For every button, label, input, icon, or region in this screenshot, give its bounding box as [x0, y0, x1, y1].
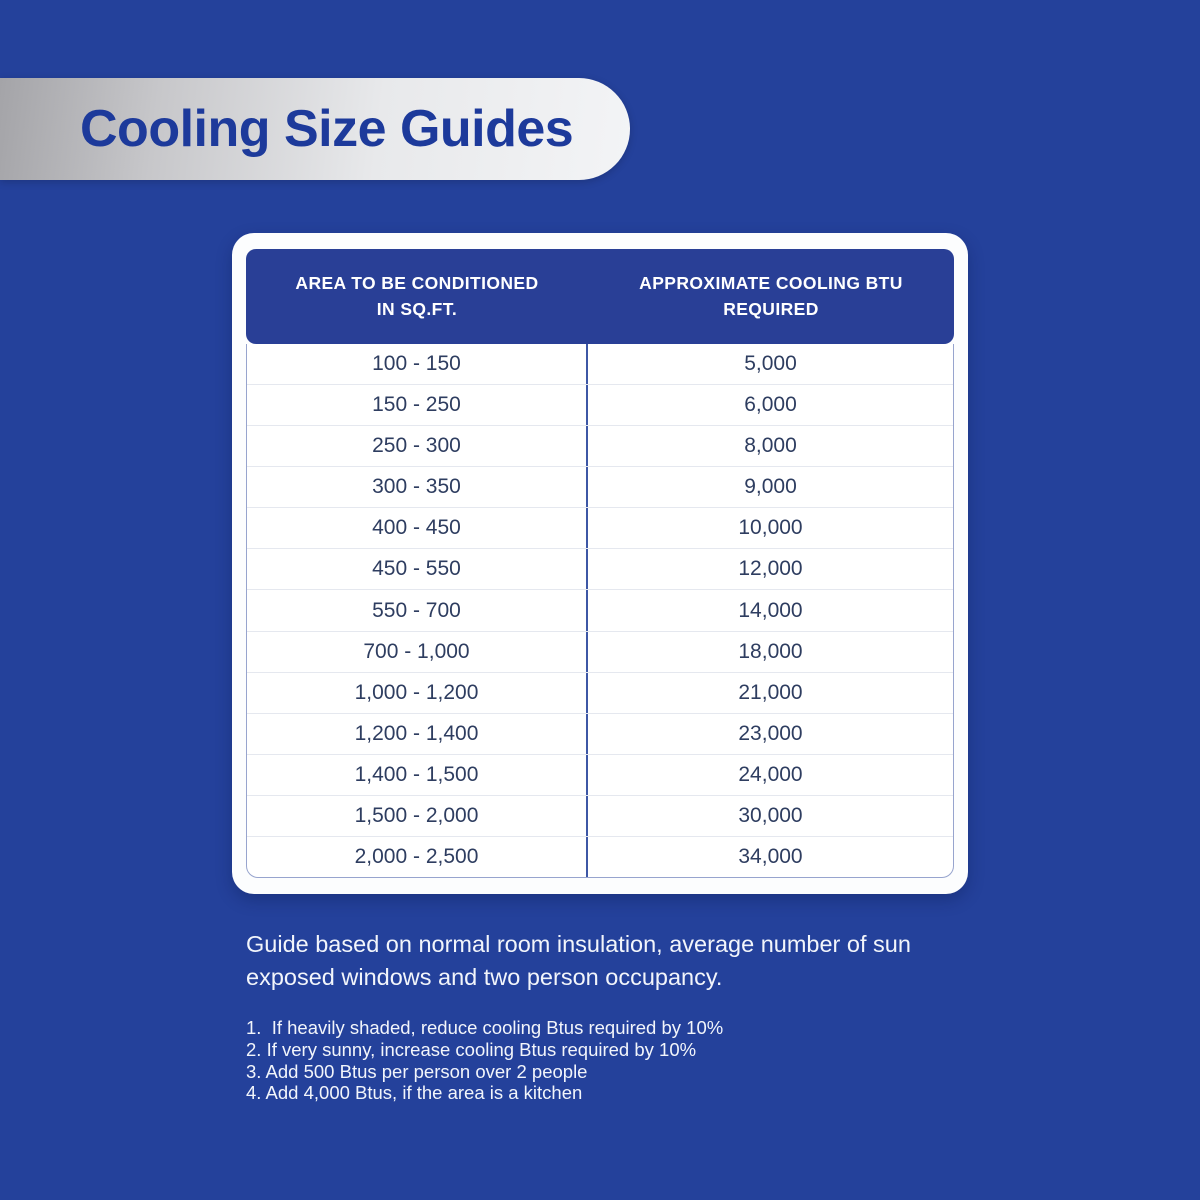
btu-value-cell: 23,000: [738, 721, 803, 745]
adjustment-notes-list: [246, 1017, 1006, 1104]
btu-value-cell: 34,000: [738, 844, 803, 868]
table-row: [247, 632, 953, 673]
btu-value-cell: 8,000: [744, 434, 797, 458]
btu-value-cell: 24,000: [738, 762, 803, 786]
btu-value-cell: 21,000: [738, 680, 803, 704]
page-title: Cooling Size Guides: [80, 100, 574, 158]
btu-value-cell: 10,000: [738, 516, 803, 540]
area-range-cell: 1,200 - 1,400: [247, 714, 588, 754]
area-range-cell: 2,000 - 2,500: [247, 837, 588, 877]
area-range-cell: 550 - 700: [247, 590, 588, 630]
area-range-cell: 1,400 - 1,500: [247, 755, 588, 795]
table-header-row: [246, 249, 954, 344]
btu-value-cell: 14,000: [738, 598, 803, 622]
area-range-cell: 700 - 1,000: [247, 632, 588, 672]
title-banner: [0, 78, 630, 180]
area-range-cell: 450 - 550: [247, 549, 588, 589]
column-header-area: [246, 249, 588, 344]
column-header-btu: [588, 249, 954, 344]
btu-value-cell: 12,000: [738, 557, 803, 581]
table-body: [246, 344, 954, 878]
table-row: [247, 755, 953, 796]
guide-note-paragraph: Guide based on normal room insulation, average number of sun exposed windows and two person occupancy.: [246, 931, 911, 990]
table-row: [247, 549, 953, 590]
area-range-cell: 150 - 250: [247, 385, 588, 425]
table-row: [247, 673, 953, 714]
table-row: [247, 837, 953, 877]
btu-value-cell: 6,000: [744, 393, 797, 417]
note-item: 2. If very sunny, increase cooling Btus required by 10%: [246, 1038, 697, 1060]
btu-value-cell: 9,000: [744, 475, 797, 499]
table-row: [247, 344, 953, 385]
column-header-area-line2: IN SQ.FT.: [376, 298, 458, 319]
note-item: 4. Add 4,000 Btus, if the area is a kitchen: [246, 1082, 583, 1104]
table-row: [247, 508, 953, 549]
btu-value-cell: 5,000: [744, 352, 797, 376]
area-range-cell: 250 - 300: [247, 426, 588, 466]
note-item: 3. Add 500 Btus per person over 2 people: [246, 1060, 588, 1082]
table-row: [247, 796, 953, 837]
table-row: [247, 426, 953, 467]
column-header-btu-line1: APPROXIMATE COOLING BTU: [639, 273, 903, 294]
note-item: 1. If heavily shaded, reduce cooling Btus required by 10%: [246, 1017, 724, 1038]
area-range-cell: 400 - 450: [247, 508, 588, 548]
area-range-cell: 1,000 - 1,200: [247, 673, 588, 713]
column-header-area-line1: AREA TO BE CONDITIONED: [295, 273, 539, 294]
area-range-cell: 100 - 150: [247, 344, 588, 384]
btu-value-cell: 18,000: [738, 639, 803, 663]
area-range-cell: 1,500 - 2,000: [247, 796, 588, 836]
cooling-size-table-card: [232, 233, 968, 894]
btu-value-cell: 30,000: [738, 803, 803, 827]
table-row: [247, 385, 953, 426]
table-row: [247, 590, 953, 631]
area-range-cell: 300 - 350: [247, 467, 588, 507]
table-row: [247, 467, 953, 508]
column-header-btu-line2: REQUIRED: [723, 298, 819, 319]
table-row: [247, 714, 953, 755]
